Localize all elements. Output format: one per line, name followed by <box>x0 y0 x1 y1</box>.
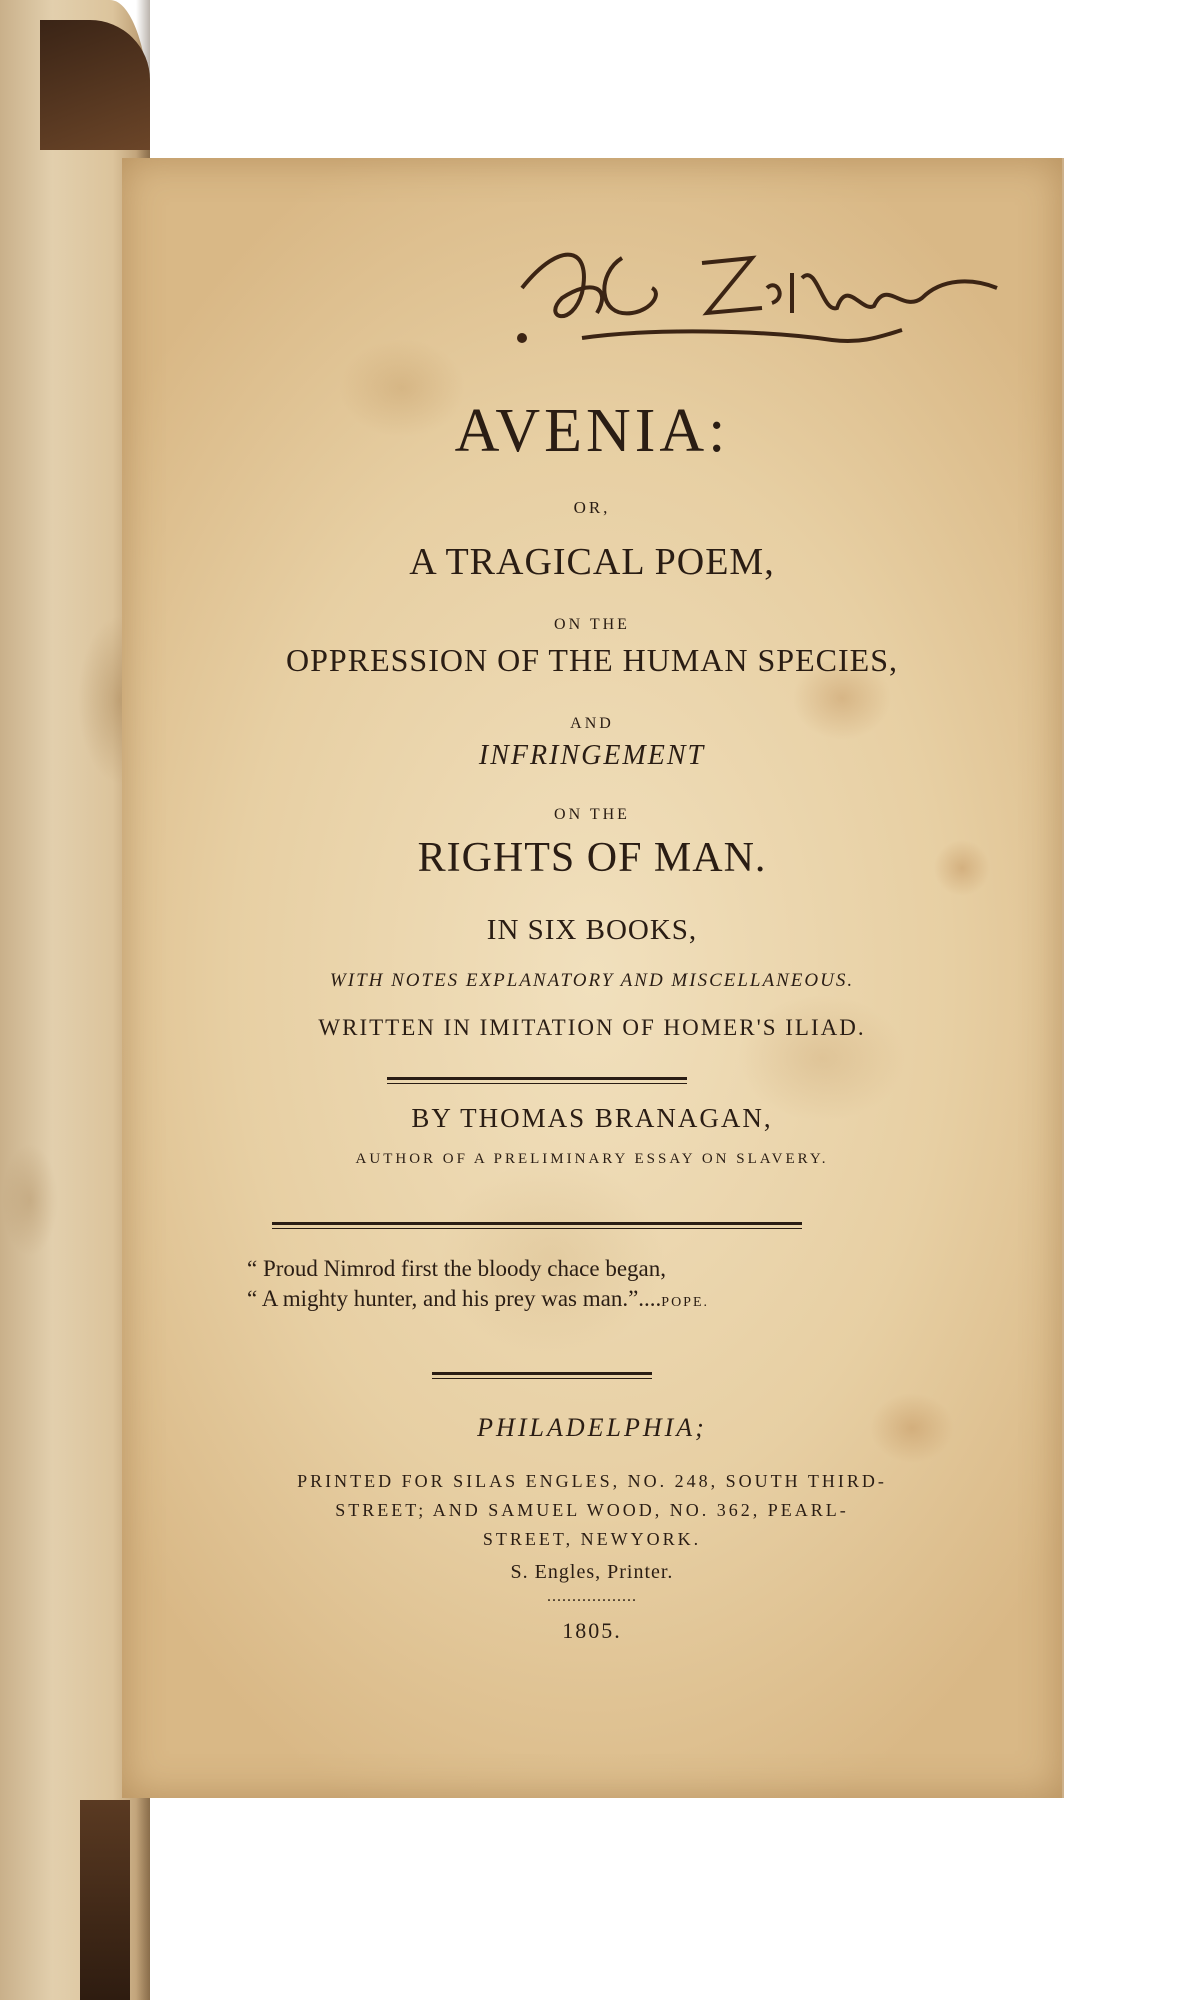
connector-on-the-1: ON THE <box>554 616 630 633</box>
divider-rule-1 <box>387 1077 687 1084</box>
divider-rule-3 <box>432 1372 652 1379</box>
subtitle-infringement: INFRINGEMENT <box>478 740 706 771</box>
title-page <box>122 158 1064 1798</box>
subtitle-oppression: OPPRESSION OF THE HUMAN SPECIES, <box>286 642 898 678</box>
imprint-line-1: PRINTED FOR SILAS ENGLES, NO. 248, SOUTH THIRD- <box>297 1471 887 1491</box>
imitation-line: WRITTEN IN IMITATION OF HOMER'S ILIAD. <box>318 1015 866 1040</box>
subtitle-rights-of-man: RIGHTS OF MAN. <box>417 835 767 881</box>
book-title: AVENIA: <box>454 397 730 465</box>
epigraph-line-2 <box>247 1286 907 1312</box>
title-connector-or: OR, <box>573 498 611 517</box>
imprint-line-2: STREET; AND SAMUEL WOOD, NO. 362, PEARL- <box>335 1500 849 1520</box>
subtitle: A TRAGICAL POEM, <box>409 541 775 583</box>
printer-name: S. Engles, Printer. <box>510 1561 674 1583</box>
publication-year: 1805. <box>562 1618 622 1643</box>
epigraph-attribution: POPE. <box>661 1295 710 1310</box>
author-credentials: AUTHOR OF A PRELIMINARY ESSAY ON SLAVERY. <box>355 1151 829 1167</box>
imprint-city: PHILADELPHIA; <box>477 1413 707 1442</box>
leather-binding-top <box>40 20 150 150</box>
author-byline: BY THOMAS BRANAGAN, <box>411 1103 773 1133</box>
volume-note: IN SIX BOOKS, <box>486 914 698 946</box>
leather-binding-bottom <box>80 1800 130 2000</box>
notes-line: WITH NOTES EXPLANATORY AND MISCELLANEOUS. <box>329 970 855 991</box>
handwritten-signature <box>502 218 1022 358</box>
divider-rule-2 <box>272 1222 802 1229</box>
epigraph-line-1: “ Proud Nimrod first the bloody chace began, <box>247 1256 666 1281</box>
imprint-line-3: STREET, NEWYORK. <box>482 1529 702 1549</box>
dotted-separator: .................. <box>547 1588 637 1605</box>
connector-on-the-2: ON THE <box>554 806 630 823</box>
epigraph-line-2-text: “ A mighty hunter, and his prey was man.”.... <box>247 1286 662 1311</box>
connector-and: AND <box>570 715 614 732</box>
